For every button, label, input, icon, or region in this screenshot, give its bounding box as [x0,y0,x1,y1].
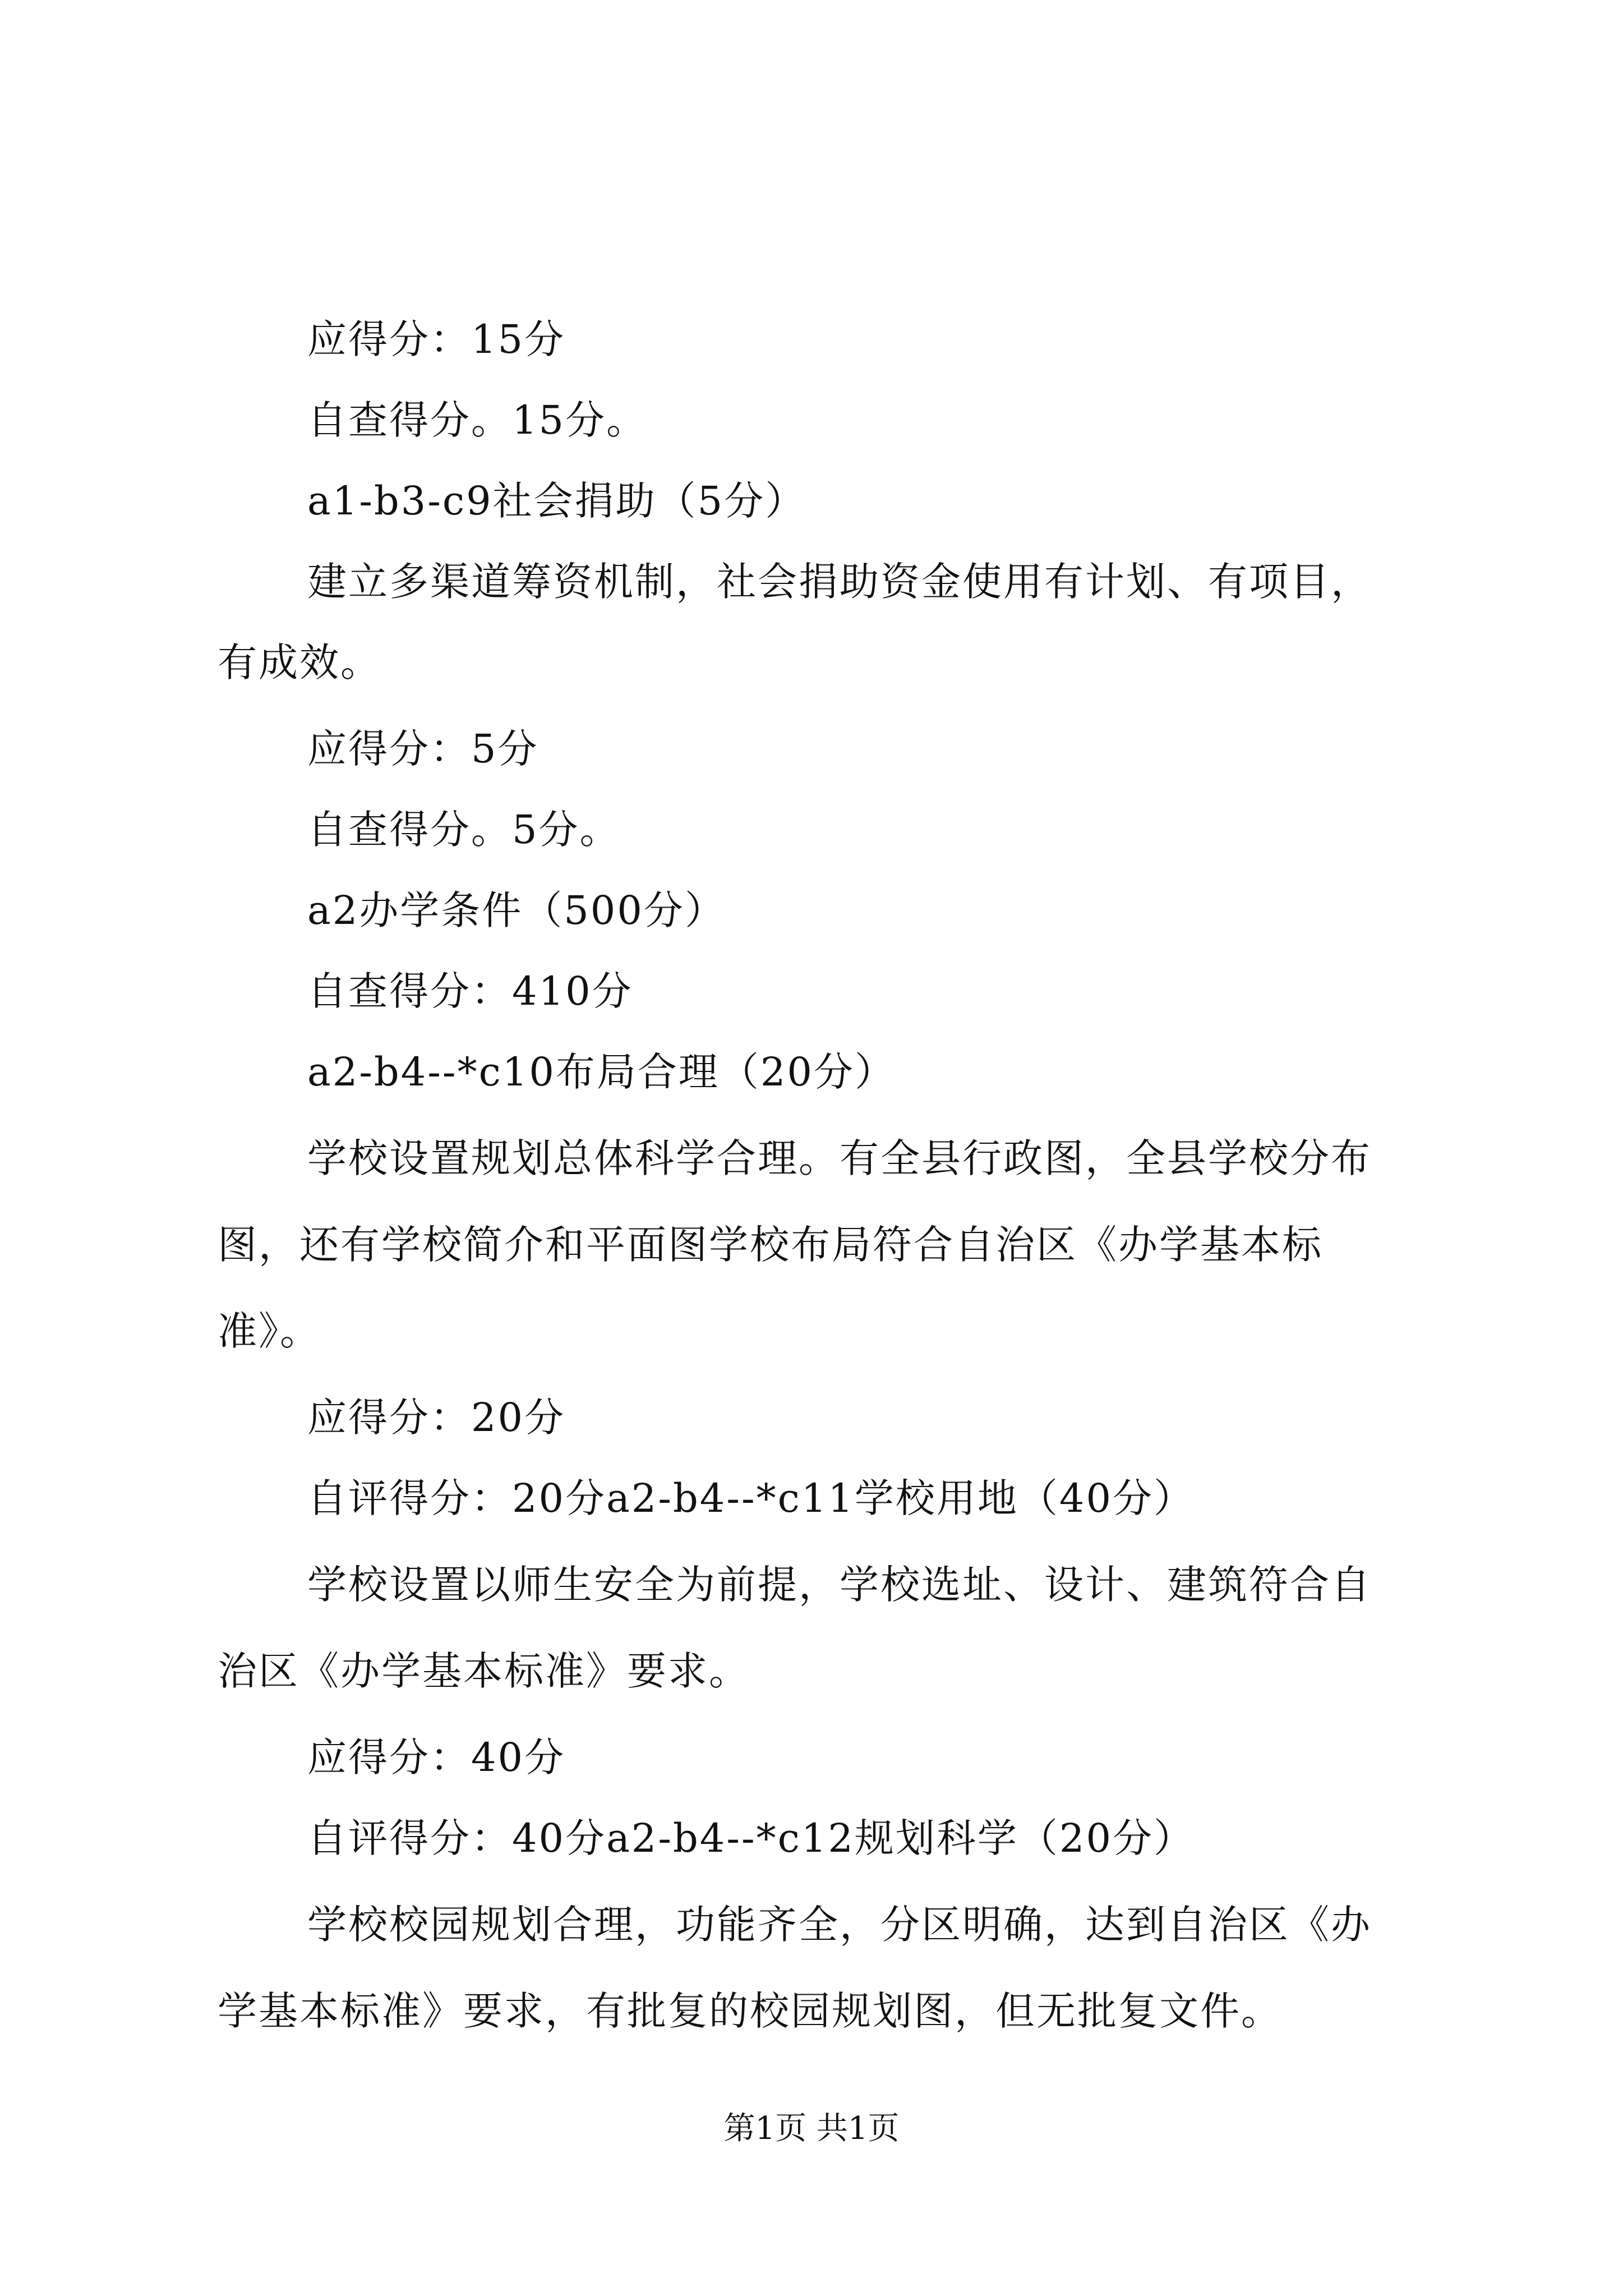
text-line: 学校校园规划合理，功能齐全，分区明确，达到自治区《办 [307,1902,1372,1948]
text-line: 自评得分：40分a2-b4--*c12规划科学（20分） [307,1815,1195,1861]
text-line: 建立多渠道筹资机制，社会捐助资金使用有计划、有项目， [307,559,1372,605]
text-line: 准》。 [218,1308,321,1354]
text-line: 应得分：40分 [307,1734,566,1780]
text-line: 图，还有学校简介和平面图学校布局符合自治区《办学基本标 [218,1222,1323,1268]
text-line: 应得分：15分 [307,316,566,362]
text-line: 有成效。 [218,639,381,685]
text-line: 应得分：20分 [307,1395,566,1441]
text-line: a2-b4--*c10布局合理（20分） [307,1049,896,1095]
text-line: 自评得分：20分a2-b4--*c11学校用地（40分） [307,1475,1195,1521]
text-line: 自查得分：410分 [307,968,633,1014]
page-footer: 第1页 共1页 [723,2110,900,2147]
text-line: 自查得分。5分。 [307,807,621,853]
text-line: a2办学条件（500分） [307,887,726,933]
text-line: 学基本标准》要求，有批复的校园规划图，但无批复文件。 [218,1988,1282,2034]
text-line: a1-b3-c9社会捐助（5分） [307,478,806,524]
text-line: 学校设置规划总体科学合理。有全县行政图，全县学校分布 [307,1135,1372,1181]
text-line: 应得分：5分 [307,726,539,772]
text-line: 学校设置以师生安全为前提，学校选址、设计、建筑符合自 [307,1562,1372,1608]
text-line: 自查得分。15分。 [307,397,648,443]
text-line: 治区《办学基本标准》要求。 [218,1648,750,1694]
